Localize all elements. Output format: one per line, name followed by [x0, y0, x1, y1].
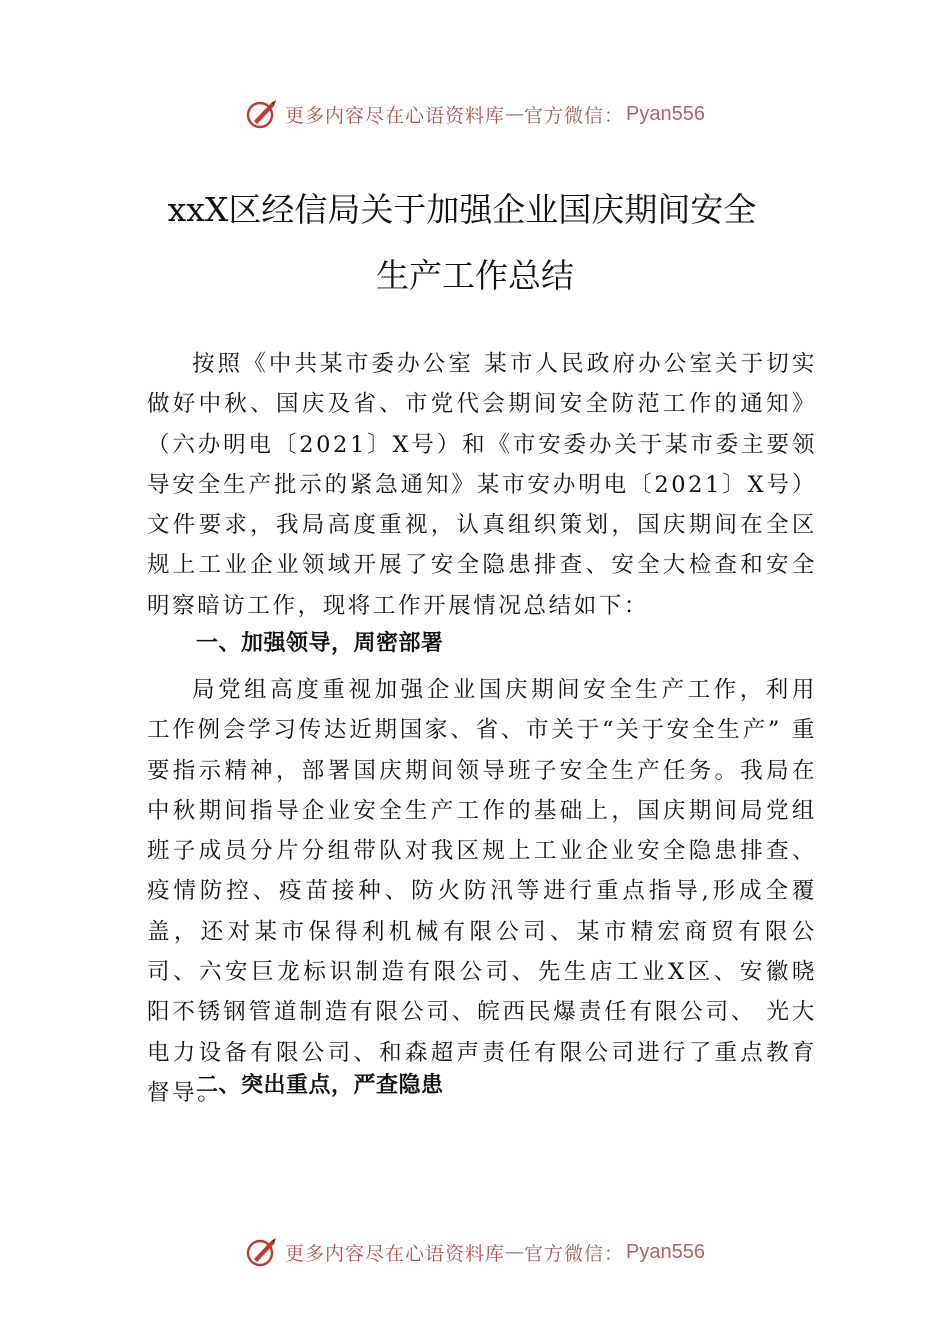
intro-paragraph: 按照《中共某市委办公室 某市人民政府办公室关于切实做好中秋、国庆及省、市党代会期间安全防范工作的通知》（六办明电〔2021〕X号）和《市安委办关于某市委主要领导安全生产批示的紧急通知》某市安办明电〔2021〕X号）文件要求，我局高度重视，认真组织策划，国庆期间在全区规上工业企业领域开展了安全隐患排查、安全大检查和安全明察暗访工作，现将工作开展情况总结如下：: [147, 351, 817, 619]
section1-paragraph: 局党组高度重视加强企业国庆期间安全生产工作，利用工作例会学习传达近期国家、省、市关于“关于安全生产” 重要指示精神，部署国庆期间领导班子安全生产任务。我局在中秋期间指导企业安全生产工作的基础上，国庆期间局党组班子成员分片分组带队对我区规上工业企业安全隐患排查、疫情防控、疫苗接种、防火防汛等进行重点指导,形成全覆盖，还对某市保得利机械有限公司、某市精宏商贸有限公司、六安巨龙标识制造有限公司、先生店工业X区、安徽晓阳不锈钢管道制造有限公司、皖西民爆责任有限公司、 光大电力设备有限公司、和森超声责任有限公司进行了重点教育督导。: [147, 677, 817, 1106]
banner-promo-text: 更多内容尽在心语资料库: [285, 104, 506, 127]
document-title-line1: xxX区经信局关于加强企业国庆期间安全: [167, 190, 757, 229]
section-heading-1: 一、加强领导，周密部署: [196, 631, 444, 656]
footer-banner: [0, 1232, 950, 1272]
section-heading-2: 二、突出重点，严查隐患: [196, 1073, 444, 1098]
banner-separator: —: [505, 103, 525, 125]
quill-logo-icon: [245, 1235, 279, 1269]
banner-wechat-id: Pyan556: [626, 102, 705, 125]
header-banner: [0, 94, 950, 134]
banner-promo-text: 更多内容尽在心语资料库: [285, 1242, 506, 1265]
banner-wechat-id: Pyan556: [626, 1240, 705, 1263]
banner-wechat-label: 官方微信：: [524, 104, 625, 127]
banner-separator: —: [505, 1241, 525, 1263]
quill-logo-icon: [245, 97, 279, 131]
document-title-line2: 生产工作总结: [376, 256, 574, 295]
banner-wechat-label: 官方微信：: [524, 1242, 625, 1265]
